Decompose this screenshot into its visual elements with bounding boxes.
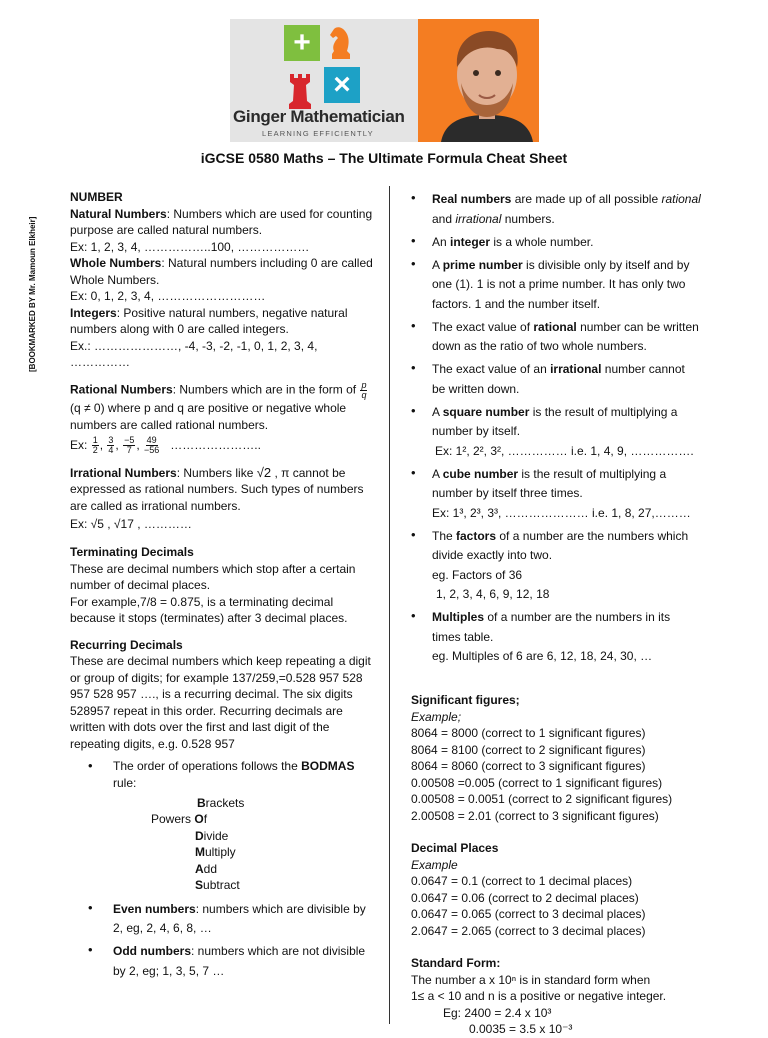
bodmas-initial: M [195,845,205,860]
integers-example: Ex.: …………………, -4, -3, -2, -1, 0, 1, 2, 3, 4, …………… [70,338,318,369]
whole-text: : Natural numbers including 0 are called Whole Numbers. [70,256,373,287]
real-rational: rational [661,192,701,206]
factors-text-b: of a number are the numbers which divide exactly into two. [432,528,689,562]
standard-form-heading: Standard Form: [411,956,501,970]
whole-numbers [70,255,378,288]
dp-line: 0.0647 = 0.1 (correct to 1 decimal places) [411,874,633,888]
fraction-numerator: −5 [124,434,135,445]
integers-label: Integers [70,305,117,320]
multiples-eg: eg. Multiples of 6 are 6, 12, 18, 24, 30, … [432,649,653,663]
rational-numbers [70,381,378,435]
decimal-places-heading: Decimal Places [411,841,499,855]
bodmas-text-b: rule: [113,775,137,790]
odd-numbers-bullet [70,942,378,981]
bodmas-prefix: Powers [151,812,195,827]
bodmas-rest: ivide [203,828,229,843]
natural-example: Ex: 1, 2, 3, 4, ……………..100, ……………… [70,239,310,254]
right-column [411,190,701,1038]
integer-bullet [411,233,701,253]
bodmas-word: BODMAS [301,759,355,774]
real-numbers-bullet [411,190,701,229]
bodmas-rest: rackets [205,795,245,810]
standard-form-text-b: 1≤ a < 10 and n is a positive or negative integer. [411,989,667,1003]
irrational-text-a: The exact value of an [432,362,551,376]
odd-label: Odd numbers [113,944,192,959]
natural-numbers [70,206,378,239]
whole-example: Ex: 0, 1, 2, 3, 4, ……………………… [70,289,266,303]
integers [70,305,378,338]
fraction-denominator: −56 [144,444,160,455]
section-heading-number: NUMBER [70,190,123,204]
sig-line: 0.00508 =0.005 (correct to 1 significant figures) [411,775,663,790]
fraction-numerator: 1 [92,434,98,445]
column-divider [389,186,390,1024]
dp-line: 0.0647 = 0.065 (correct to 3 decimal places) [411,907,646,921]
header-banner [230,19,539,142]
irrational-label: irrational [550,362,602,376]
prime-label: prime number [442,257,523,272]
bodmas-item [70,861,378,878]
factors-label: factors [456,528,497,543]
square-bullet [411,403,701,462]
sig-line: 2.00508 = 2.01 (correct to 3 significant figures) [411,808,659,823]
sig-example-label: Example; [411,709,462,724]
square-example: Ex: 1², 2², 3², …………… i.e. 1, 4, 9, ……………. [435,443,694,458]
rational-example: Ex: $\frac{1}{2}$ , $\frac{3}{4}$ , $\frac{-5}{7}$ , $\frac{49}{-56}$ ………………….. [70,434,261,455]
cube-label: cube number [442,466,519,481]
bodmas-initial: B [197,795,206,810]
factors-text-a: The [432,528,457,543]
fraction [92,436,99,455]
plus-symbol: + [293,26,311,59]
sig-line: 8064 = 8060 (correct to 3 significant figures) [411,759,646,773]
bodmas-item [70,877,378,894]
sig-line: 8064 = 8000 (correct to 1 significant figures) [411,726,646,740]
cube-example: Ex: 1³, 2³, 3³, ………………… i.e. 1, 8, 27,……… [432,505,691,520]
brand-name: Ginger Mathematician [233,107,405,126]
multiples-bullet [411,608,701,667]
q-denominator: q [361,389,367,400]
fraction-denominator: 4 [108,444,114,455]
recurring-decimals-text: These are decimal numbers which keep repeating a digit or group of digits; for example 137/259,=0.528 957 528 957 528 957 …., is a recurring decimal. The six digits 528957 repeat in this order. Recurring decimals are written with dots over the first and last digit of the repeating digits, e.g. 0.528 957 [70,654,371,751]
bodmas-initial: O [194,812,204,827]
bodmas-initial: S [195,878,204,893]
plus-icon [284,25,320,61]
bodmas-rest: f [203,812,208,827]
bullet-icon: • [88,899,93,915]
bullet-icon: • [88,758,93,774]
real-text-b: numbers. [501,211,555,226]
decimal-places-example-label [411,857,701,874]
sig-line: 8064 = 8100 (correct to 2 significant figures) [411,742,646,757]
real-text-a: are made up of all possible [511,192,662,206]
bodmas-item [70,811,378,828]
square-text-b: is the result of multiplying a number by itself. [432,404,678,438]
rational-text-a: : Numbers which are in the form of [172,382,357,397]
p-over-q-fraction [360,381,367,400]
irrational-text-b: , π cannot be expressed as rational numbers. Such types of numbers are called as irrational numbers. [70,465,364,513]
real-and: and [432,211,456,226]
irrational-label: Irrational Numbers [70,465,177,480]
dp-line: 0.0647 = 0.06 (correct to 2 decimal places) [411,890,639,905]
rational-label: Rational Numbers [70,382,173,397]
rational-example-tail: ………………….. [170,437,261,452]
integer-label: integer [450,234,491,249]
sqrt-two: √2 [256,464,272,480]
factors-eg: eg. Factors of 36 [432,567,523,582]
times-symbol: × [333,68,351,101]
fraction-denominator: 2 [92,444,98,455]
bodmas-item [70,828,378,845]
left-column [70,189,378,985]
real-irrational: irrational [455,211,502,226]
bookmark-note: [BOOKMARKED BY Mr. Mamoun Elkheir] [28,216,37,372]
bullet-icon: • [411,464,416,480]
bodmas-initial: A [195,861,204,876]
bodmas-text-a: The order of operations follows the [113,759,302,774]
bodmas-rest: ultiply [205,845,236,860]
document-title: iGCSE 0580 Maths – The Ultimate Formula Cheat Sheet [200,150,568,166]
bullet-icon: • [411,232,416,248]
rational-label: rational [533,319,577,334]
rational-text-b: (q ≠ 0) where p and q are positive or negative whole numbers are called rational numbers. [70,400,347,432]
significant-figures-example-label [411,709,701,726]
fraction [123,436,135,455]
cube-text-b: is the result of multiplying a number by itself three times. [432,466,667,500]
fraction-numerator: 49 [146,434,157,445]
fraction [144,436,159,455]
significant-figures-heading: Significant figures; [411,693,520,707]
irrational-numbers [70,465,378,515]
natural-text: : Numbers which are used for counting purpose are called natural numbers. [70,206,373,237]
odd-text: : numbers which are not divisible by 2, eg; 1, 3, 5, 7 … [113,944,366,978]
bodmas-bullet [70,758,378,791]
irrational-text-b: number cannot be written down. [432,362,685,396]
factors-bullet [411,527,701,605]
rational-text-b: number can be written down as the ratio of two whole numbers. [432,319,699,353]
even-label: Even numbers [113,901,196,916]
bodmas-item [70,844,378,861]
p-numerator: p [361,379,367,390]
cube-bullet [411,465,701,524]
bodmas-rest: dd [203,861,218,876]
square-label: square number [442,404,530,419]
dp-line: 2.0647 = 2.065 (correct to 3 decimal places) [411,923,646,938]
irrational-example: Ex: √5 , √17 , ………… [70,517,192,532]
prime-text-b: is divisible only by itself and by one (1). 1 is not a prime number. It has only two factors. 1 and the number itself. [432,257,690,311]
real-label: Real numbers [432,192,512,206]
chess-rook-icon [282,67,318,111]
integer-text-a: An [432,234,451,249]
rational-bullet [411,318,701,357]
multiples-label: Multiples [432,610,485,624]
irrational-bullet [411,360,701,399]
dp-example-label: Example [411,857,458,872]
terminating-decimals-text: These are decimal numbers which stop after a certain number of decimal places. [70,561,356,593]
sig-line: 0.00508 = 0.0051 (correct to 2 significant figures) [411,792,673,806]
bullet-icon: • [88,942,93,958]
bullet-icon: • [411,255,416,271]
bullet-icon: • [411,402,416,418]
even-numbers-bullet [70,900,378,939]
presenter-photo [437,21,537,142]
factors-list: 1, 2, 3, 4, 6, 9, 12, 18 [436,587,550,601]
prime-text-a: A [432,257,443,272]
multiples-text: of a number are the numbers in its times table. [432,610,671,644]
bodmas-rest: ubtract [203,878,240,893]
standard-form-example-2: 0.0035 = 3.5 x 10⁻³ [469,1022,573,1036]
bullet-icon: • [411,526,416,542]
natural-label: Natural Numbers [70,206,167,221]
integers-text: : Positive natural numbers, negative natural numbers along with 0 are called integers. [70,305,348,336]
even-text: : numbers which are divisible by 2, eg, 2, 4, 6, 8, … [113,901,366,936]
rational-example-prefix: Ex: [70,437,88,452]
bodmas-initial: D [195,828,204,843]
terminating-decimals-heading: Terminating Decimals [70,545,194,560]
rational-text-a: The exact value of [432,319,534,334]
bodmas-list [70,795,378,894]
recurring-decimals-heading: Recurring Decimals [70,637,183,652]
fraction [107,436,114,455]
chess-knight-icon [324,23,358,61]
square-text-a: A [432,404,443,419]
times-icon [324,67,360,103]
bullet-icon: • [411,360,416,375]
bullet-icon: • [411,190,416,205]
integer-text-b: is a whole number. [490,234,594,249]
fraction-denominator: 7 [126,444,132,455]
fraction-numerator: 3 [108,434,114,445]
standard-form-example-1: Eg: 2400 = 2.4 x 10³ [443,1005,552,1020]
bullet-icon: • [411,608,416,623]
irrational-text-a: : Numbers like [176,465,254,480]
terminating-decimals-example: For example,7/8 = 0.875, is a terminating decimal because it stops (terminates) after 3 decimal places. [70,594,348,626]
whole-label: Whole Numbers [70,256,162,270]
cube-text-a: A [432,466,443,481]
bullet-icon: • [411,317,416,333]
brand-tagline: LEARNING EFFICIENTLY [262,129,374,138]
prime-bullet [411,256,701,315]
bodmas-item [70,795,378,812]
standard-form-text-a: The number a x 10ⁿ is in standard form when [411,972,651,987]
